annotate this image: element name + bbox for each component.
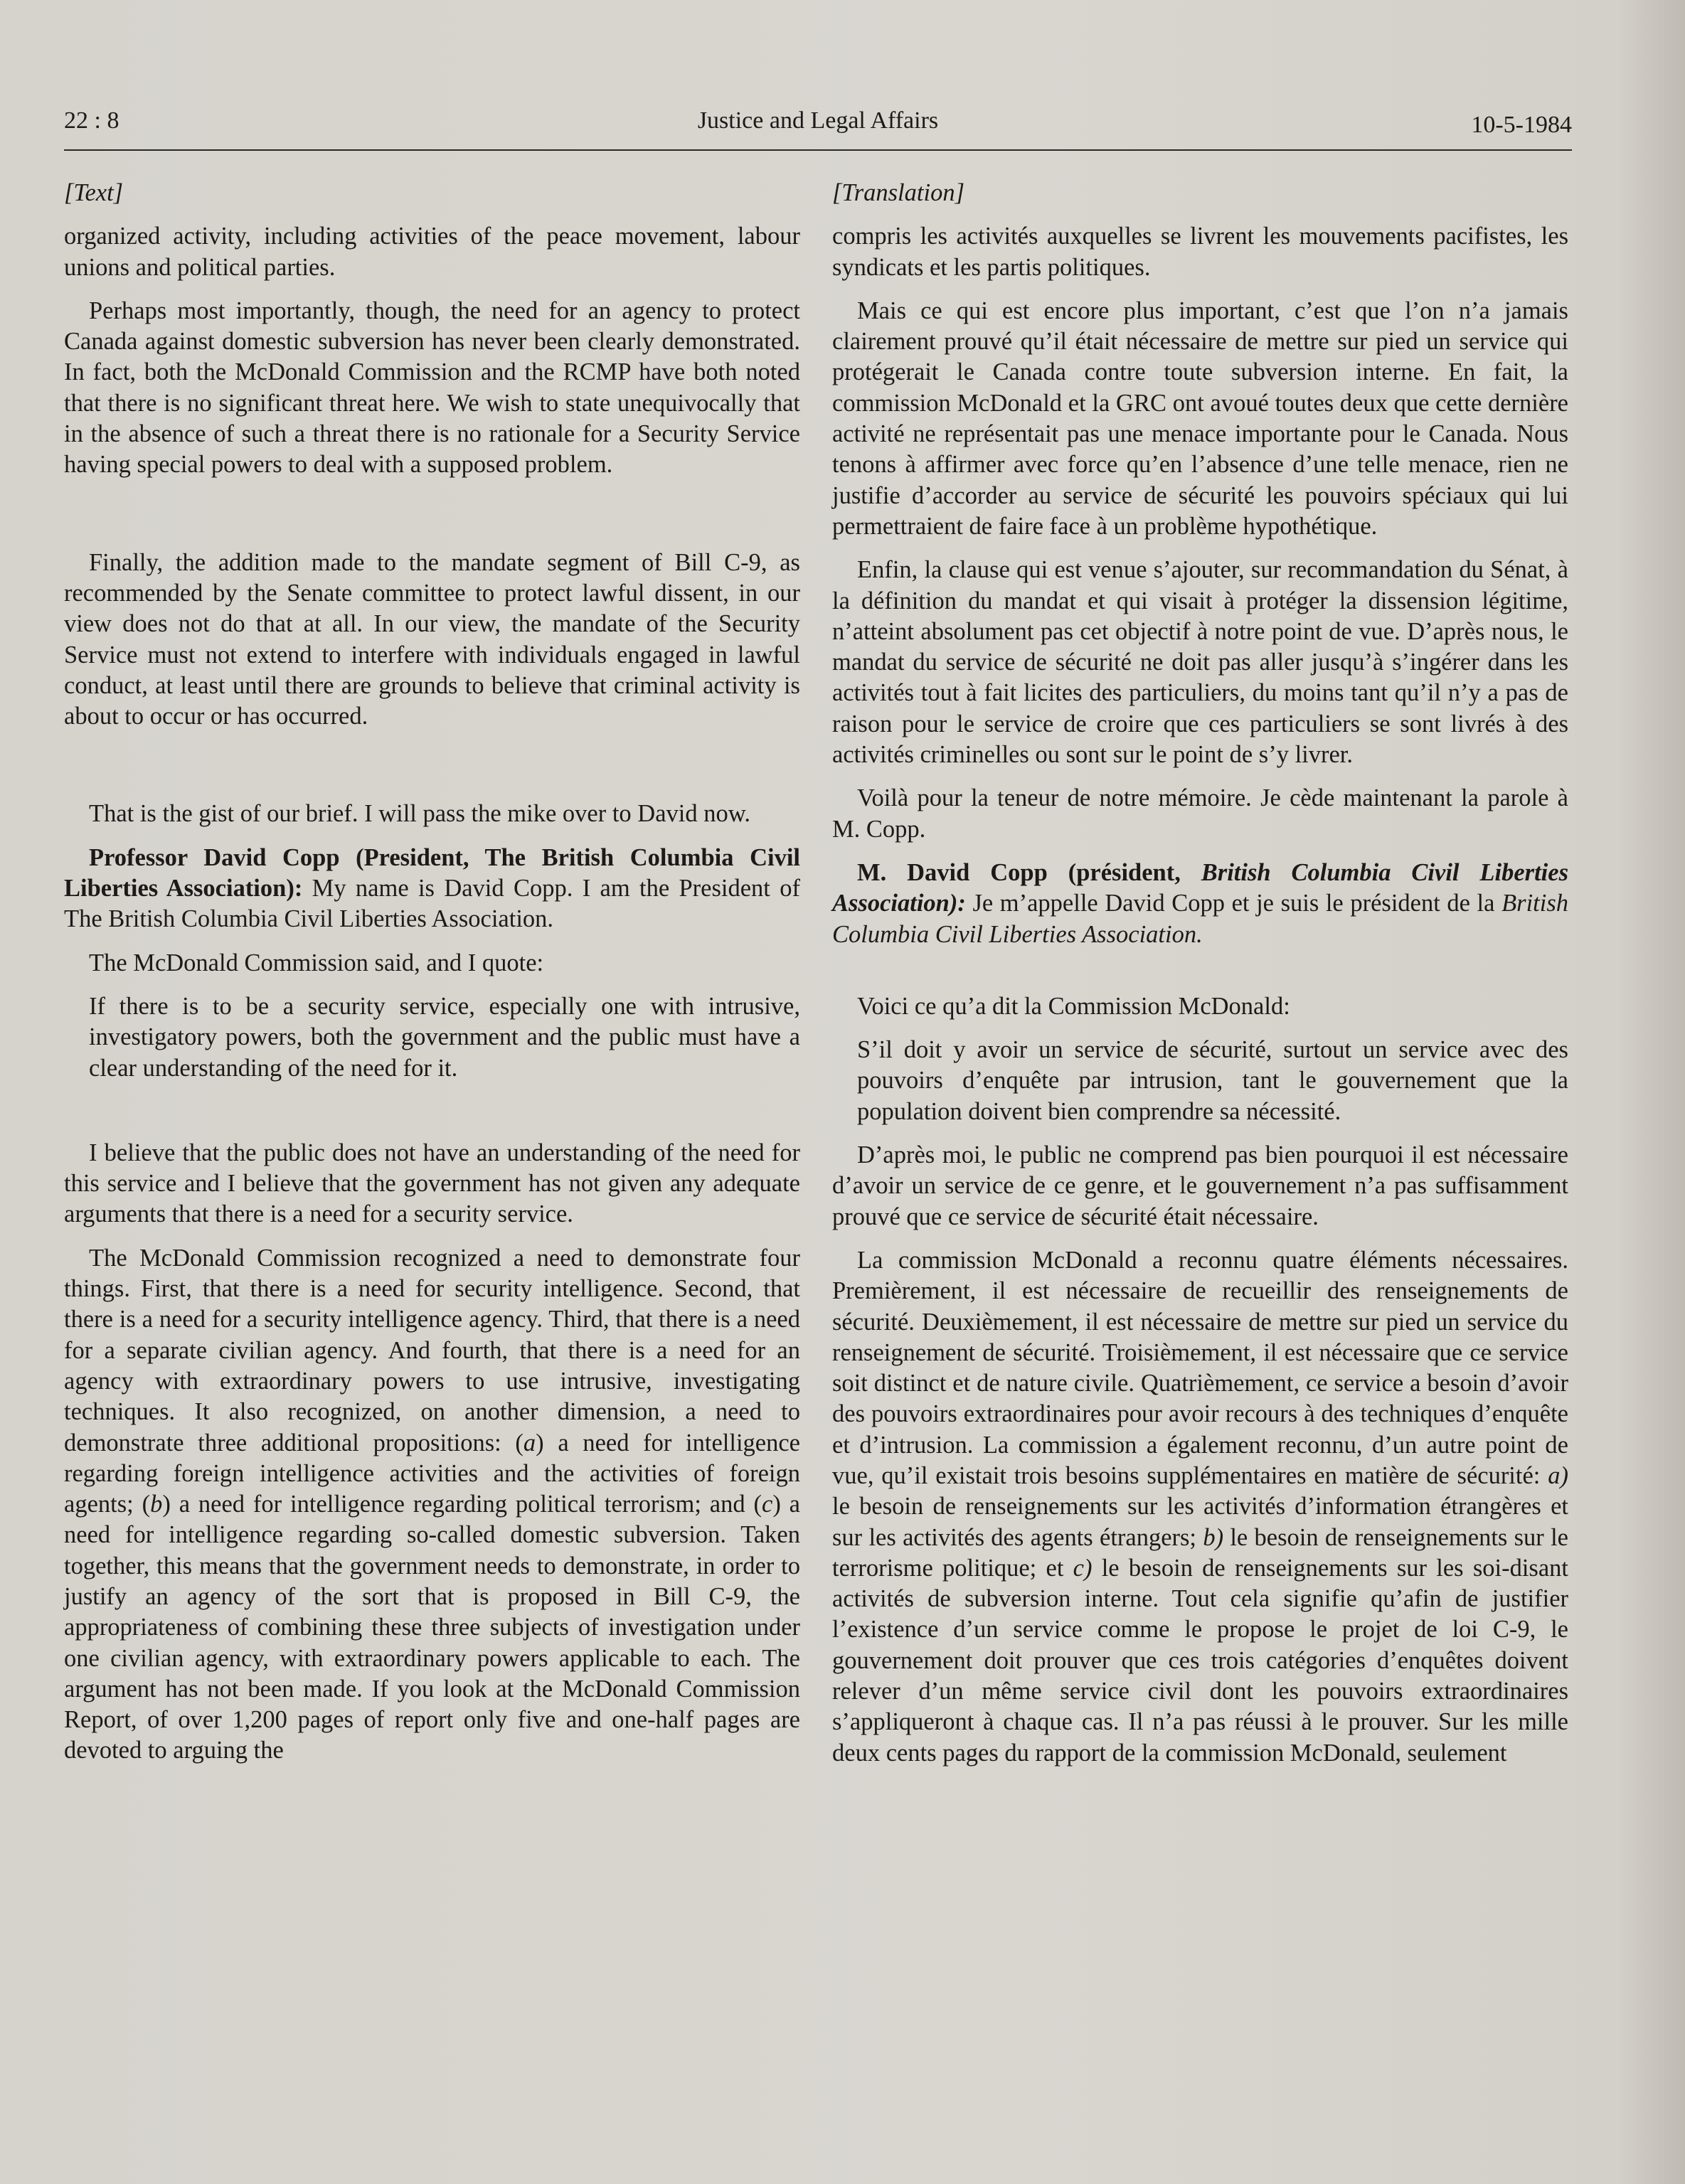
paragraph: D’après moi, le public ne comprend pas bien pourquoi il est nécessaire d’avoir un service de ce genre, et le gouvernement n’a pas suffisamment prouvé que ce service de sécurité était nécessaire. <box>832 1141 1568 1230</box>
paragraph: The McDonald Commission said, and I quote: <box>89 949 544 976</box>
block-quote: S’il doit y avoir un service de sécurité, surtout un service avec des pouvoirs d’enquête par intrusion, tant le gouvernement que la population doivent bien comprendre sa nécessité. <box>857 1036 1568 1125</box>
paragraph: Voilà pour la teneur de notre mémoire. Je cède maintenant la parole à M. Copp. <box>832 784 1568 843</box>
page-header <box>64 100 1572 142</box>
paragraph: Finally, the addition made to the mandate segment of Bill C-9, as recommended by the Senate committee to protect lawful dissent, in our view does not do that at all. In our view, the mandate of the Security Service must not extend to interfere with individuals engaged in lawful conduct, at least until there are grounds to believe that criminal activity is about to occur or has occurred. <box>64 548 800 730</box>
paragraph: The McDonald Commission recognized a need to demonstrate four things. First, that there is a need for security intelligence. Second, that there is a need for a security intelligence agency. Third, that there is a need for a separate civilian agency. And fourth, that there is a need for an agency with extraordinary powers to use intrusive, investigating techniques. It also recognized, on another dimension, a need to demonstrate three additional propositions: (a) a need for intelligence regarding foreign intelligence activities and the activities of foreign agents; (b) a need for intelligence regarding political terrorism; and (c) a need for intelligence regarding so-called domestic subversion. Taken together, this means that the government needs to demonstrate, in order to justify an agency of the sort that is proposed in Bill C-9, the appropriateness of combining these three subjects of investigation under one civilian agency, with extraordinary powers applicable to each. The argument has not been made. If you look at the McDonald Commission Report, of over 1,200 pages of report only five and one-half pages are devoted to arguing the <box>64 1244 800 1764</box>
paragraph: organized activity, including activities of the peace movement, labour unions and political parties. <box>64 223 800 281</box>
speaker-text: Je m’appelle David Copp et je suis le président de la <box>965 890 1502 917</box>
running-title: Justice and Legal Affairs <box>697 107 939 134</box>
text-tag: [Text] <box>64 179 124 206</box>
paragraph: Perhaps most importantly, though, the need for an agency to protect Canada against domestic subversion has never been clearly demonstrated. In fact, both the McDonald Commission and the RCMP have both noted that there is no significant threat here. We wish to state unequivocally that in the absence of such a threat there is no rationale for a Security Service having special powers to deal with a supposed problem. <box>64 297 800 479</box>
speaker-text: My name is David Copp. I am the President of The British Columbia Civil Liberties Association. <box>64 875 800 933</box>
translation-tag: [Translation] <box>832 179 964 206</box>
english-column <box>64 178 800 1779</box>
block-quote: If there is to be a security service, especially one with intrusive, investigatory powers, both the government and the public must have a clear understanding of the need for it. <box>89 992 800 1082</box>
header-date: 10-5-1984 <box>1471 112 1572 138</box>
page-number: 22 : 8 <box>64 107 119 134</box>
paragraph: Voici ce qu’a dit la Commission McDonald: <box>857 992 1290 1020</box>
header-rule <box>64 149 1572 151</box>
speaker-name: Professor David Copp (President, The British Columbia Civil Liberties Association): <box>64 843 800 902</box>
paragraph: compris les activités auxquelles se livrent les mouvements pacifistes, les syndicats et les partis politiques. <box>832 223 1568 281</box>
paragraph: La commission McDonald a reconnu quatre éléments nécessaires. Premièrement, il est nécessaire de recueillir des renseignements de sécurité. Deuxièmement, il est nécessaire de mettre sur pied un service du renseignement de sécurité. Troisièmement, il est nécessaire que ce service soit distinct et de nature civile. Quatrièmement, ce service a besoin d’avoir des pouvoirs extraordinaires pour avoir recours à des techniques d’enquête et d’intrusion. La commission a également reconnu, d’un autre point de vue, qu’il existait trois besoins supplémentaires en matière de sécurité: a) le besoin de renseignements sur les activités d’information étrangères et sur les activités des agents étrangers; b) le besoin de renseignements sur le terrorisme politique; et c) le besoin de renseignements sur les soi-disant activités de subversion interne. Tout cela signifie qu’afin de justifier l’existence d’un service comme le propose le projet de loi C-9, le gouvernement doit prouver que ces trois catégories d’enquêtes doivent relever d’un même service civil dont les pouvoirs extraordinaires s’appliqueront à chaque cas. Il n’a pas réussi à le prouver. Sur les mille deux cents pages du rapport de la commission McDonald, seulement <box>832 1246 1568 1767</box>
french-column <box>832 178 1568 1781</box>
speaker-paragraph <box>64 843 800 935</box>
speaker-paragraph: M. David Copp (président, British Columbia Civil Liberties Association): Je m’appelle David Copp et je suis le président de la British Columbia Civil Liberties Association. <box>832 858 1568 948</box>
speaker-name: M. David Copp (président, <box>857 858 1201 886</box>
paragraph: Mais ce qui est encore plus important, c’est que l’on n’a jamais clairement prouvé qu’il était nécessaire de mettre sur pied un service qui protégerait le Canada contre toute subversion interne. En fait, la commission McDonald et la GRC ont avoué toutes deux que cette dernière activité ne représentait pas une menace importante pour le Canada. Nous tenons à affirmer avec force qu’en l’absence d’une telle menace, rien ne justifie d’accorder au service de sécurité les pouvoirs spéciaux qui lui permettraient de faire face à un problème hypothétique. <box>832 297 1568 540</box>
paragraph: I believe that the public does not have an understanding of the need for this service and I believe that the government has not given any adequate arguments that there is a need for a security service. <box>64 1139 800 1228</box>
paragraph: That is the gist of our brief. I will pass the mike over to David now. <box>89 800 751 828</box>
paragraph: Enfin, la clause qui est venue s’ajouter, sur recommandation du Sénat, à la définition du mandat et qui visait à protéger la dissension légitime, n’atteint absolument pas cet objectif à notre point de vue. D’après nous, le mandat du service de sécurité ne doit pas aller jusqu’à s’ingérer dans les activités tout à fait licites des particuliers, du moins tant qu’il n’y a pas de raison pour le service de croire que ces particuliers se sont livrés à des activités criminelles ou sont sur le point de s’y livrer. <box>832 556 1568 769</box>
